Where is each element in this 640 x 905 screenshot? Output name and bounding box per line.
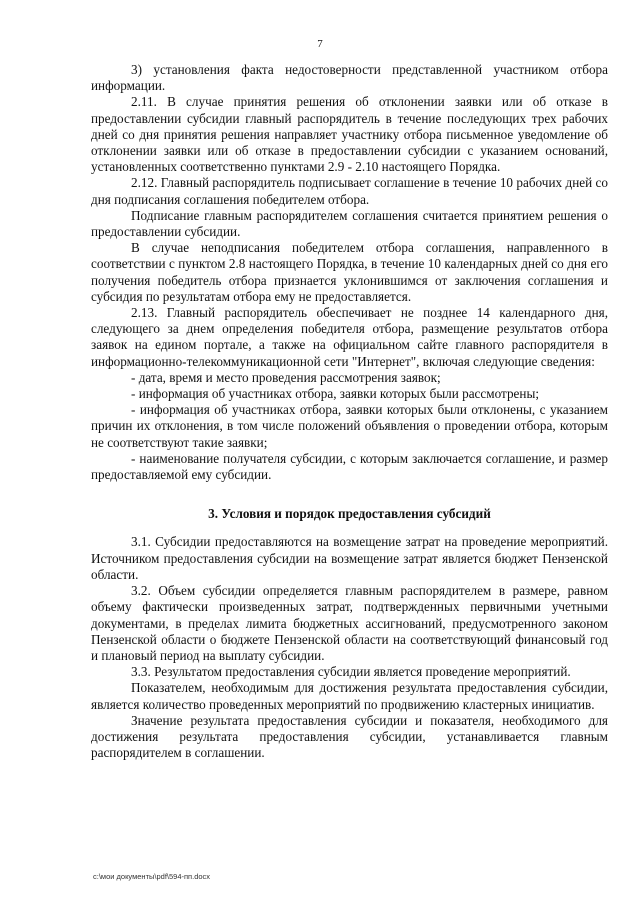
list-item: - информация об участниках отбора, заявки которых были отклонены, с указанием причин их отклонения, в том числе положений объявления о проведении отбора, которым не соответствуют такие заявки; bbox=[91, 402, 608, 450]
paragraph: В случае неподписания победителем отбора соглашения, направленного в соответствии с пунктом 2.8 настоящего Порядка, в течение 10 календарных дней со дня его получения победитель отбора признается уклонившимся от заключения соглашения и субсидия по результатам отбора ему не предоставляется. bbox=[91, 240, 608, 304]
paragraph: Показателем, необходимым для достижения результата предоставления субсидии, является количество проведенных мероприятий по продвижению кластерных инициатив. bbox=[91, 680, 608, 712]
paragraph: 2.13. Главный распорядитель обеспечивает не позднее 14 календарного дня, следующего за днем определения победителя отбора, размещение результатов отбора заявок на едином портале, а также на официальном сайте главного распорядителя в информационно-телекоммуникационной сети "Интернет", включая следующие сведения: bbox=[91, 305, 608, 369]
list-item: - дата, время и место проведения рассмотрения заявок; bbox=[131, 369, 441, 385]
file-path-footer: c:\мои документы\pdf\594-пп.docx bbox=[93, 872, 211, 881]
paragraph: 3.3. Результатом предоставления субсидии является проведение мероприятий. bbox=[131, 664, 571, 680]
document-body bbox=[91, 62, 608, 761]
paragraph: Значение результата предоставления субсидии и показателя, необходимого для достижения результата предоставления субсидии, устанавливается главным распорядителем в соглашении. bbox=[91, 712, 608, 761]
paragraph: 3.1. Субсидии предоставляются на возмещение затрат на проведение мероприятий. Источником предоставления субсидии на возмещение затрат является бюджет Пензенской области. bbox=[91, 534, 608, 582]
paragraph: 3.2. Объем субсидии определяется главным распорядителем в размере, равном объему фактически произведенных затрат, подтвержденных первичными учетными документами, в пределах лимита бюджетных ассигнований, предусмотренного законом Пензенской области о бюджете Пензенской области на соответствующий финансовый год и плановый период на выплату субсидии. bbox=[91, 583, 608, 663]
paragraph: 2.12. Главный распорядитель подписывает соглашение в течение 10 рабочих дней со дня подписания соглашения победителем отбора. bbox=[91, 175, 608, 207]
paragraph: 3) установления факта недостоверности представленной участником отбора информации. bbox=[91, 62, 608, 94]
list-item: - наименование получателя субсидии, с которым заключается соглашение, и размер предоставляемой ему субсидии. bbox=[91, 450, 608, 483]
section-heading: 3. Условия и порядок предоставления субсидий bbox=[208, 506, 491, 522]
paragraph: 2.11. В случае принятия решения об отклонении заявки или об отказе в предоставлении субсидии главный распорядитель в течение последующих трех рабочих дней со дня принятия решения направляет участнику отбора письменное уведомление об отклонении заявки или об отказе в предоставлении субсидии с указанием оснований, установленных соответственно пунктами 2.9 - 2.10 настоящего Порядка. bbox=[91, 94, 608, 175]
paragraph: Подписание главным распорядителем соглашения считается принятием решения о предоставлении субсидии. bbox=[91, 207, 608, 240]
list-item: - информация об участниках отбора, заявки которых были рассмотрены; bbox=[131, 386, 539, 402]
page-number: 7 bbox=[317, 38, 323, 50]
